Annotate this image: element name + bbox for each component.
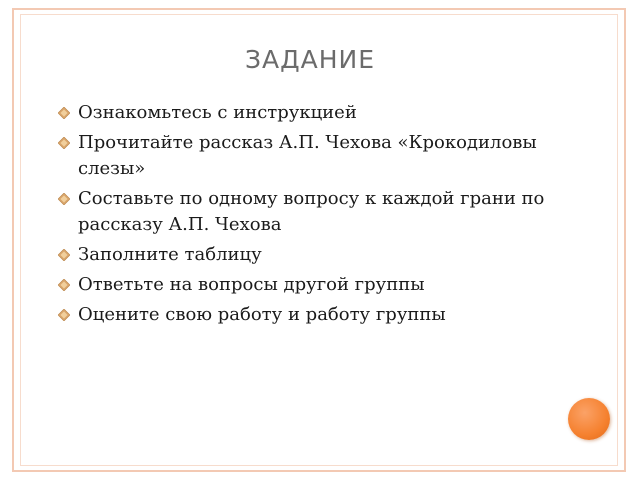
task-item-text: Оцените свою работу и работу группы <box>78 304 446 325</box>
diamond-bullet-icon <box>58 107 70 119</box>
diamond-bullet-icon <box>58 249 70 261</box>
slide-title: ЗАДАНИЕ <box>244 45 376 74</box>
task-item-read-story <box>58 130 598 182</box>
task-item-answer-questions <box>58 272 598 298</box>
task-item-text: Ознакомьтесь с инструкцией <box>78 102 357 123</box>
diamond-bullet-icon <box>58 137 70 149</box>
orange-circle-icon <box>568 398 610 440</box>
diamond-bullet-icon <box>58 193 70 205</box>
task-item-fill-table <box>58 242 598 268</box>
task-item-text: Заполните таблицу <box>78 244 262 265</box>
task-item-compose-questions <box>58 186 598 238</box>
task-item-text: Составьте по одному вопросу к каждой грани по рассказу А.П. Чехова <box>78 188 545 235</box>
task-item-instructions <box>58 100 598 126</box>
diamond-bullet-icon <box>58 309 70 321</box>
task-list <box>58 100 598 332</box>
diamond-bullet-icon <box>58 279 70 291</box>
task-item-evaluate-work <box>58 302 598 328</box>
task-item-text: Ответьте на вопросы другой группы <box>78 274 425 295</box>
task-item-text: Прочитайте рассказ А.П. Чехова «Крокодиловы слезы» <box>78 132 537 179</box>
